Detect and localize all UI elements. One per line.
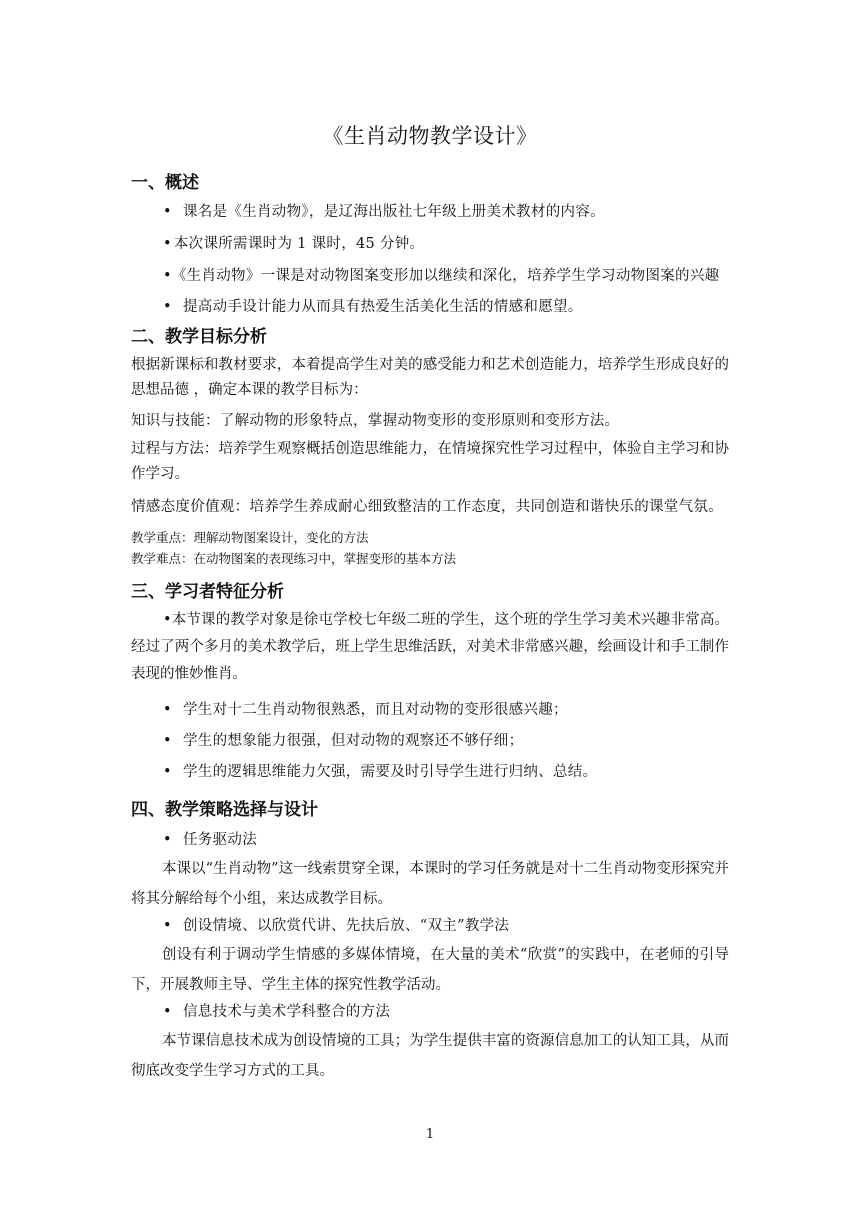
list-item: •《生肖动物》一课是对动物图案变形加以继续和深化，培养学生学习动物图案的兴趣 — [163, 268, 720, 284]
bullet-icon: • — [163, 268, 172, 284]
bullet-icon: • — [163, 236, 172, 252]
bullet-icon: • — [163, 204, 172, 220]
bullet-icon: • — [163, 702, 172, 718]
objective-process: 过程与方法：培养学生观察概括创造思维能力，在情境探究性学习过程中，体验自主学习和协作学习。 — [131, 441, 729, 482]
section-heading-strategy: 四、教学策略选择与设计 — [131, 800, 318, 820]
method-1-text: 本课以“生肖动物”这一线索贯穿全课，本课时的学习任务就是对十二生肖动物变形探究并将其分解给每个小组，来达成教学目标。 — [131, 861, 729, 907]
list-item: • 学生对十二生肖动物很熟悉，而且对动物的变形很感兴趣； — [163, 702, 568, 718]
list-item: • 本次课所需课时为 1 课时，45 分钟。 — [163, 236, 425, 252]
list-item: • 学生的想象能力很强，但对动物的观察还不够仔细； — [163, 733, 524, 749]
section-heading-learners: 三、学习者特征分析 — [131, 582, 284, 602]
teaching-difficulty: 教学难点：在动物图案的表现练习中，掌握变形的基本方法 — [131, 551, 457, 566]
bullet-icon: • — [163, 733, 172, 749]
section-heading-overview: 一、概述 — [131, 173, 199, 193]
list-item: • 任务驱动法 — [163, 832, 257, 848]
objective-emotion: 情感态度价值观：培养学生养成耐心细致整洁的工作态度，共同创造和谐快乐的课堂气氛。 — [131, 499, 723, 515]
objective-knowledge: 知识与技能：了解动物的形象特点，掌握动物变形的变形原则和变形方法。 — [131, 413, 620, 429]
list-item: • 提高动手设计能力从而具有热爱生活美化生活的情感和愿望。 — [163, 299, 583, 315]
objectives-intro: 根据新课标和教材要求，本着提高学生对美的感受能力和艺术创造能力，培养学生形成良好的思想品德 ，确定本课的教学目标为： — [131, 357, 729, 398]
list-item: • 信息技术与美术学科整合的方法 — [163, 1004, 391, 1020]
bullet-icon: • — [163, 832, 172, 848]
list-item: • 创设情境、以欣赏代讲、先扶后放、“双主”教学法 — [163, 918, 510, 934]
page-number: 1 — [425, 1127, 435, 1142]
learners-intro: •本节课的教学对象是徐屯学校七年级二班的学生，这个班的学生学习美术兴趣非常高。经过了两个多月的美术教学后，班上学生思维活跃，对美术非常感兴趣，绘画设计和手工制作表现的惟妙惟肖。 — [131, 612, 729, 682]
document-title: 《生肖动物教学设计》 — [322, 124, 538, 148]
bullet-icon: • — [163, 764, 172, 780]
section-heading-objectives: 二、教学目标分析 — [131, 327, 267, 347]
bullet-icon: • — [163, 918, 172, 934]
list-item: • 课名是《生肖动物》，是辽海出版社七年级上册美术教材的内容。 — [163, 204, 605, 220]
list-item: • 学生的逻辑思维能力欠强，需要及时引导学生进行归纳、总结。 — [163, 764, 598, 780]
method-2-text: 创设有利于调动学生情感的多媒体情境，在大量的美术“欣赏”的实践中，在老师的引导下，开展教师主导、学生主体的探究性教学活动。 — [131, 947, 729, 993]
bullet-icon: • — [163, 1004, 172, 1020]
bullet-icon: • — [163, 299, 172, 315]
method-3-text: 本节课信息技术成为创设情境的工具；为学生提供丰富的资源信息加工的认知工具，从而彻底改变学生学习方式的工具。 — [131, 1033, 729, 1079]
teaching-key-point: 教学重点：理解动物图案设计，变化的方法 — [131, 530, 369, 545]
